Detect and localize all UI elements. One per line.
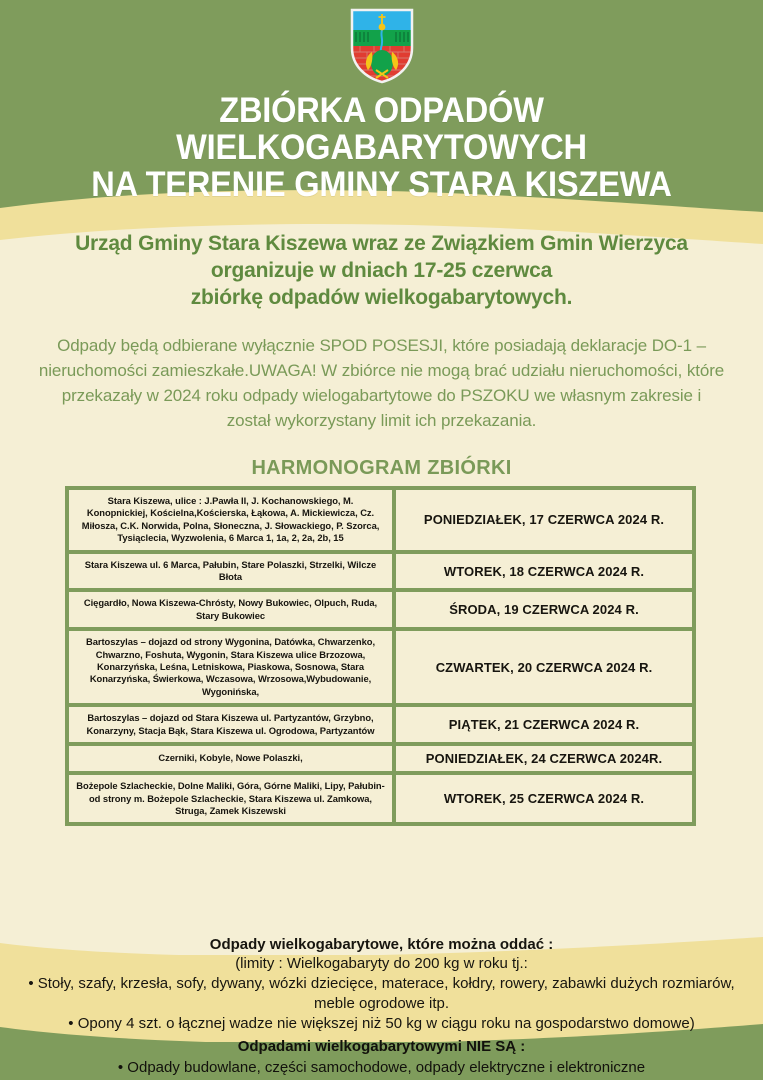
table-cell-date: WTOREK, 25 CZERWCA 2024 R. [396,775,692,822]
table-row [69,746,692,771]
table-cell-date: PONIEDZIAŁEK, 24 CZERWCA 2024R. [396,746,692,771]
table-cell-area: Czerniki, Kobyle, Nowe Polaszki, [69,746,392,771]
table-row [69,490,692,550]
table-cell-area: Stara Kiszewa ul. 6 Marca, Pałubin, Stare Polaszki, Strzelki, Wilcze Błota [69,554,392,589]
accepted-list-item-1-line-2: meble ogrodowe itp. [313,995,450,1012]
coat-of-arms-icon [350,8,414,84]
table-cell-area: Cięgardło, Nowa Kiszewa-Chrósty, Nowy Bukowiec, Olpuch, Ruda, Stary Bukowiec [69,592,392,627]
intro-section [0,230,763,433]
table-cell-date: PONIEDZIAŁEK, 17 CZERWCA 2024 R. [396,490,692,550]
intro-heading-line-3: zbiórkę odpadów wielkogabarytowych. [190,286,573,309]
table-cell-area: Stara Kiszewa, ulice : J.Pawła II, J. Kochanowskiego, M. Konopnickiej, Kościelna,Kościerska, Łąkowa, A. Mickiewicza, Cz. Miłosza, C.K. Norwida, Polna, Słoneczna, J. Słowackiego, P. Szorca, Tysiąclecia, Wyzwolenia, 6 Marca 1, 1a, 2, 2a, 2b, 15 [69,490,392,550]
intro-heading-line-2: organizuje w dniach 17-25 czerwca [210,259,553,282]
table-cell-date: PIĄTEK, 21 CZERWCA 2024 R. [396,707,692,742]
accepted-waste-section [0,935,763,1034]
intro-heading-line-1: Urząd Gminy Stara Kiszewa wraz ze Związkiem Gmin Wierzyca [75,232,688,255]
table-cell-area: Bartoszylas – dojazd od Stara Kiszewa ul. Partyzantów, Grzybno, Konarzyny, Stacja Bąk, Stara Kiszewa ul. Ogrodowa, Partyzantów [69,707,392,742]
table-row [69,592,692,627]
rejected-list-item: • Odpady budowlane, części samochodowe, odpady elektryczne i elektroniczne [117,1059,646,1076]
table-row [69,631,692,703]
table-row [69,554,692,589]
table-row [69,707,692,742]
table-cell-area: Bartoszylas – dojazd od strony Wygonina, Datówka, Chwarzenko, Chwarzno, Foshuta, Wygonin, Stara Kiszewa ulice Brzozowa, Konarzyńska, Leśna, Letniskowa, Piaskowa, Sosnowa, Stara Konarzyńska, Świerkowa, Wczasowa, Wrzosowa,Wybudowanie, Wygonińska, [69,631,392,703]
table-cell-date: ŚRODA, 19 CZERWCA 2024 R. [396,592,692,627]
intro-body-text: Odpady będą odbierane wyłącznie SPOD POSESJI, które posiadają deklaracje DO-1 – nieruchomości zamieszkałe.UWAGA! W zbiórce nie mogą brać udziału nieruchomości, które przekazały w 2024 roku odpady wielogabartytowe do PSZOKU we własnym zakresie i został wykorzystany limit ich przekazania. [38,336,725,430]
rejected-waste-section [0,1036,763,1078]
table-cell-date: WTOREK, 18 CZERWCA 2024 R. [396,554,692,589]
table-cell-area: Bożepole Szlacheckie, Dolne Maliki, Góra, Górne Maliki, Lipy, Pałubin-od strony m. Bożepole Szlacheckie, Stara Kiszewa ul. Zamkowa, Struga, Zamek Kiszewski [69,775,392,822]
schedule-title: HARMONOGRAM ZBIÓRKI [251,457,512,479]
accepted-heading: Odpady wielkogabarytowe, które można oddać : [209,936,554,953]
rejected-heading: Odpadami wielkogabarytowymi NIE SĄ : [237,1038,526,1055]
page-title [27,92,737,203]
page-title-line-2: NA TERENIE GMINY STARA KISZEWA [91,165,672,204]
table-row [69,775,692,822]
accepted-list-item-2: • Opony 4 szt. o łącznej wadze nie większej niż 50 kg w ciągu roku na gospodarstwo domowe) [68,1015,695,1032]
page-title-line-1: ZBIÓRKA ODPADÓW WIELKOGABARYTOWYCH [176,91,587,167]
intro-heading [20,230,743,311]
table-cell-date: CZWARTEK, 20 CZERWCA 2024 R. [396,631,692,703]
accepted-list-item-1-line-1: • Stoły, szafy, krzesła, sofy, dywany, wózki dziecięce, materace, kołdry, rowery, zabawki dużych rozmiarów, [28,975,735,992]
schedule-table [65,486,696,826]
accepted-subheading: (limity : Wielkogabaryty do 200 kg w roku tj.: [235,955,528,972]
